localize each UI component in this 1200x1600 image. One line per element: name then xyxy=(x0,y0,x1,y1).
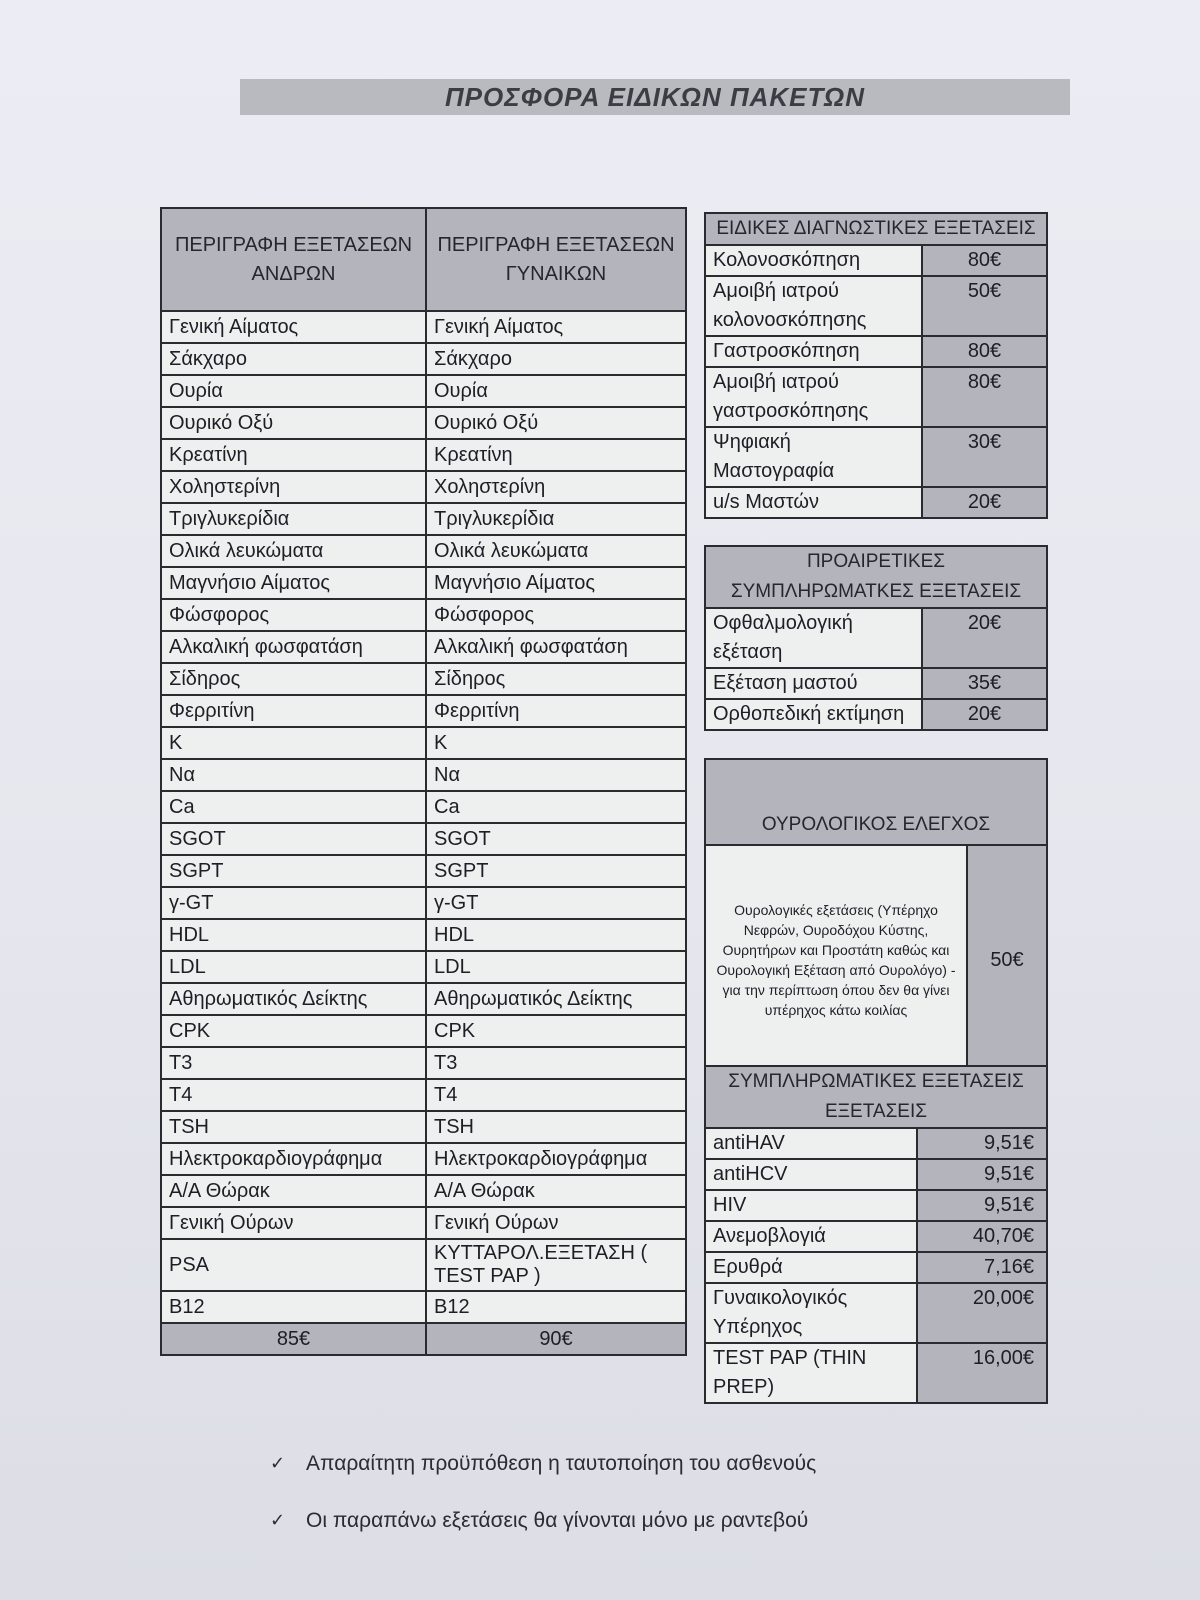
table-row xyxy=(705,1343,1047,1403)
women-test-cell: TSH xyxy=(426,1111,686,1143)
diagnostic-table xyxy=(704,212,1048,519)
men-test-cell: SGOT xyxy=(161,823,426,855)
women-test-cell: HDL xyxy=(426,919,686,951)
table-row xyxy=(161,311,686,343)
test-price: 16,00€ xyxy=(917,1343,1047,1403)
test-price: 20,00€ xyxy=(917,1283,1047,1343)
table-row xyxy=(161,439,686,471)
men-test-cell: Ηλεκτροκαρδιογράφημα xyxy=(161,1143,426,1175)
women-test-cell: B12 xyxy=(426,1291,686,1323)
packages-header-row xyxy=(161,208,686,311)
men-test-cell: Τριγλυκερίδια xyxy=(161,503,426,535)
notes xyxy=(270,1447,1030,1561)
test-price: 7,16€ xyxy=(917,1252,1047,1283)
test-price: 35€ xyxy=(922,668,1047,699)
table-row xyxy=(161,631,686,663)
checkmark-icon: ✓ xyxy=(270,1510,286,1530)
men-test-cell: Σάκχαρο xyxy=(161,343,426,375)
urology-description: Ουρολογικές εξετάσεις (Υπέρηχο Νεφρών, Ουροδόχου Κύστης, Ουρητήρων και Προστάτη καθώς και Ουρολογική Εξέταση από Ουρολόγο) - για την περίπτωση όπου δεν θα γίνει υπέρηχος κάτω κοιλίας xyxy=(705,845,967,1075)
women-test-cell: SGPT xyxy=(426,855,686,887)
test-name: Γυναικολογικός Υπέρηχος xyxy=(705,1283,917,1343)
table-row xyxy=(161,695,686,727)
men-test-cell: Κρεατίνη xyxy=(161,439,426,471)
table-row xyxy=(705,1252,1047,1283)
men-test-cell: Μαγνήσιο Αίματος xyxy=(161,567,426,599)
women-test-cell: Α/Α Θώρακ xyxy=(426,1175,686,1207)
men-test-cell: Α/Α Θώρακ xyxy=(161,1175,426,1207)
table-row xyxy=(705,336,1047,367)
note-item xyxy=(270,1504,1030,1537)
test-name: Ανεμοβλογιά xyxy=(705,1221,917,1252)
table-row xyxy=(161,663,686,695)
test-price: 80€ xyxy=(922,336,1047,367)
women-test-cell: CPK xyxy=(426,1015,686,1047)
women-test-cell: Ουρικό Οξύ xyxy=(426,407,686,439)
test-price: 80€ xyxy=(922,245,1047,276)
women-test-cell: Γενική Ούρων xyxy=(426,1207,686,1239)
table-row xyxy=(161,343,686,375)
table-row xyxy=(161,567,686,599)
test-name: Ερυθρά xyxy=(705,1252,917,1283)
test-name: Αμοιβή ιατρού γαστροσκόπησης xyxy=(705,367,922,427)
table-row xyxy=(161,599,686,631)
men-test-cell: Να xyxy=(161,759,426,791)
men-test-cell: K xyxy=(161,727,426,759)
women-header: ΠΕΡΙΓΡΑΦΗ ΕΞΕΤΑΣΕΩΝ ΓΥΝΑΙΚΩΝ xyxy=(426,208,686,311)
test-price: 30€ xyxy=(922,427,1047,487)
women-test-cell: Φώσφορος xyxy=(426,599,686,631)
diagnostic-body xyxy=(705,245,1047,518)
women-test-cell: Ηλεκτροκαρδιογράφημα xyxy=(426,1143,686,1175)
test-price: 40,70€ xyxy=(917,1221,1047,1252)
supplementary-body xyxy=(705,1128,1047,1403)
men-test-cell: Φερριτίνη xyxy=(161,695,426,727)
table-row xyxy=(161,1143,686,1175)
test-name: u/s Μαστών xyxy=(705,487,922,518)
test-name: Εξέταση μαστού xyxy=(705,668,922,699)
optional-body xyxy=(705,608,1047,730)
men-test-cell: Ca xyxy=(161,791,426,823)
table-row xyxy=(161,855,686,887)
table-row xyxy=(705,245,1047,276)
urology-header: ΟΥΡΟΛΟΓΙΚΟΣ ΕΛΕΓΧΟΣ xyxy=(705,759,1047,845)
table-row xyxy=(705,1221,1047,1252)
men-test-cell: Ολικά λευκώματα xyxy=(161,535,426,567)
women-test-cell: Μαγνήσιο Αίματος xyxy=(426,567,686,599)
table-row xyxy=(161,503,686,535)
women-test-cell: K xyxy=(426,727,686,759)
men-test-cell: Ουρικό Οξύ xyxy=(161,407,426,439)
men-test-cell: PSA xyxy=(161,1239,426,1291)
test-price: 9,51€ xyxy=(917,1128,1047,1159)
test-name: Γαστροσκόπηση xyxy=(705,336,922,367)
table-row xyxy=(161,1175,686,1207)
table-row xyxy=(161,1239,686,1291)
urology-table xyxy=(704,758,1048,1076)
women-test-cell: Φερριτίνη xyxy=(426,695,686,727)
title-band xyxy=(240,79,1070,115)
table-row xyxy=(161,1207,686,1239)
urology-price: 50€ xyxy=(967,845,1047,1075)
men-test-cell: Γενική Ούρων xyxy=(161,1207,426,1239)
women-test-cell: T3 xyxy=(426,1047,686,1079)
table-row xyxy=(705,367,1047,427)
diagnostic-header: ΕΙΔΙΚΕΣ ΔΙΑΓΝΩΣΤΙΚΕΣ ΕΞΕΤΑΣΕΙΣ xyxy=(705,213,1047,245)
table-row xyxy=(161,1291,686,1323)
test-name: Οφθαλμολογική εξέταση xyxy=(705,608,922,668)
women-test-cell: Σάκχαρο xyxy=(426,343,686,375)
table-row xyxy=(161,1015,686,1047)
test-price: 20€ xyxy=(922,699,1047,730)
men-test-cell: HDL xyxy=(161,919,426,951)
test-price: 9,51€ xyxy=(917,1190,1047,1221)
table-row xyxy=(161,535,686,567)
women-test-cell: Ουρία xyxy=(426,375,686,407)
table-row xyxy=(705,487,1047,518)
men-test-cell: Χοληστερίνη xyxy=(161,471,426,503)
table-row xyxy=(705,1128,1047,1159)
men-test-cell: Φώσφορος xyxy=(161,599,426,631)
test-price: 20€ xyxy=(922,608,1047,668)
test-price: 9,51€ xyxy=(917,1159,1047,1190)
men-test-cell: Ουρία xyxy=(161,375,426,407)
optional-table xyxy=(704,545,1048,731)
test-name: antiHCV xyxy=(705,1159,917,1190)
note-text: Απαραίτητη προϋπόθεση η ταυτοποίηση του ασθενούς xyxy=(306,1451,817,1475)
men-test-cell: Αλκαλική φωσφατάση xyxy=(161,631,426,663)
women-total: 90€ xyxy=(426,1323,686,1355)
test-name: TEST PAP (THIN PREP) xyxy=(705,1343,917,1403)
table-row xyxy=(705,1190,1047,1221)
women-test-cell: Χοληστερίνη xyxy=(426,471,686,503)
urology-row xyxy=(705,845,1047,1075)
test-name: Ψηφιακή Μαστογραφία xyxy=(705,427,922,487)
supplementary-header: ΣΥΜΠΛΗΡΩΜΑΤΙΚΕΣ ΕΞΕΤΑΣΕΙΣ ΕΞΕΤΑΣΕΙΣ xyxy=(705,1066,1047,1128)
men-total: 85€ xyxy=(161,1323,426,1355)
table-row xyxy=(161,887,686,919)
men-test-cell: SGPT xyxy=(161,855,426,887)
test-name: Κολονοσκόπηση xyxy=(705,245,922,276)
packages-table xyxy=(160,207,687,1356)
women-test-cell: Σίδηρος xyxy=(426,663,686,695)
women-test-cell: Ca xyxy=(426,791,686,823)
table-row xyxy=(705,608,1047,668)
test-price: 50€ xyxy=(922,276,1047,336)
test-name: Αμοιβή ιατρού κολονοσκόπησης xyxy=(705,276,922,336)
table-row xyxy=(161,1111,686,1143)
test-name: HIV xyxy=(705,1190,917,1221)
women-test-cell: Γενική Αίματος xyxy=(426,311,686,343)
page-title: ΠΡΟΣΦΟΡΑ ΕΙΔΙΚΩΝ ΠΑΚΕΤΩΝ xyxy=(445,81,865,112)
men-test-cell: CPK xyxy=(161,1015,426,1047)
men-test-cell: T4 xyxy=(161,1079,426,1111)
men-test-cell: LDL xyxy=(161,951,426,983)
women-test-cell: Τριγλυκερίδια xyxy=(426,503,686,535)
men-test-cell: γ-GT xyxy=(161,887,426,919)
table-row xyxy=(161,1047,686,1079)
men-test-cell: Γενική Αίματος xyxy=(161,311,426,343)
men-header: ΠΕΡΙΓΡΑΦΗ ΕΞΕΤΑΣΕΩΝ ΑΝΔΡΩΝ xyxy=(161,208,426,311)
test-price: 20€ xyxy=(922,487,1047,518)
table-row xyxy=(705,1283,1047,1343)
table-row xyxy=(161,727,686,759)
table-row xyxy=(161,407,686,439)
table-row xyxy=(705,276,1047,336)
table-row xyxy=(161,759,686,791)
women-test-cell: Να xyxy=(426,759,686,791)
men-test-cell: B12 xyxy=(161,1291,426,1323)
checkmark-icon: ✓ xyxy=(270,1453,286,1473)
women-test-cell: Αλκαλική φωσφατάση xyxy=(426,631,686,663)
table-row xyxy=(705,427,1047,487)
men-test-cell: TSH xyxy=(161,1111,426,1143)
supplementary-table xyxy=(704,1065,1048,1404)
women-test-cell: Αθηρωματικός Δείκτης xyxy=(426,983,686,1015)
table-row xyxy=(161,1079,686,1111)
table-row xyxy=(705,699,1047,730)
table-row xyxy=(161,951,686,983)
women-test-cell: SGOT xyxy=(426,823,686,855)
table-row xyxy=(161,983,686,1015)
totals-row xyxy=(161,1323,686,1355)
women-test-cell: γ-GT xyxy=(426,887,686,919)
table-row xyxy=(161,919,686,951)
test-name: antiHAV xyxy=(705,1128,917,1159)
optional-header: ΠΡΟΑΙΡΕΤΙΚΕΣ ΣΥΜΠΛΗΡΩΜΑΤΚΕΣ ΕΞΕΤΑΣΕΙΣ xyxy=(705,546,1047,608)
table-row xyxy=(705,668,1047,699)
test-name: Ορθοπεδική εκτίμηση xyxy=(705,699,922,730)
table-row xyxy=(161,791,686,823)
table-row xyxy=(161,375,686,407)
table-row xyxy=(705,1159,1047,1190)
men-test-cell: T3 xyxy=(161,1047,426,1079)
women-test-cell: Κρεατίνη xyxy=(426,439,686,471)
note-item xyxy=(270,1447,1030,1480)
note-text: Οι παραπάνω εξετάσεις θα γίνονται μόνο με ραντεβού xyxy=(306,1508,809,1532)
men-test-cell: Σίδηρος xyxy=(161,663,426,695)
men-test-cell: Αθηρωματικός Δείκτης xyxy=(161,983,426,1015)
women-test-cell: ΚΥΤΤΑΡΟΛ.ΕΞΕΤΑΣΗ ( TEST PAP ) xyxy=(426,1239,686,1291)
women-test-cell: LDL xyxy=(426,951,686,983)
women-test-cell: T4 xyxy=(426,1079,686,1111)
table-row xyxy=(161,471,686,503)
women-test-cell: Ολικά λευκώματα xyxy=(426,535,686,567)
table-row xyxy=(161,823,686,855)
packages-body xyxy=(161,311,686,1355)
test-price: 80€ xyxy=(922,367,1047,427)
